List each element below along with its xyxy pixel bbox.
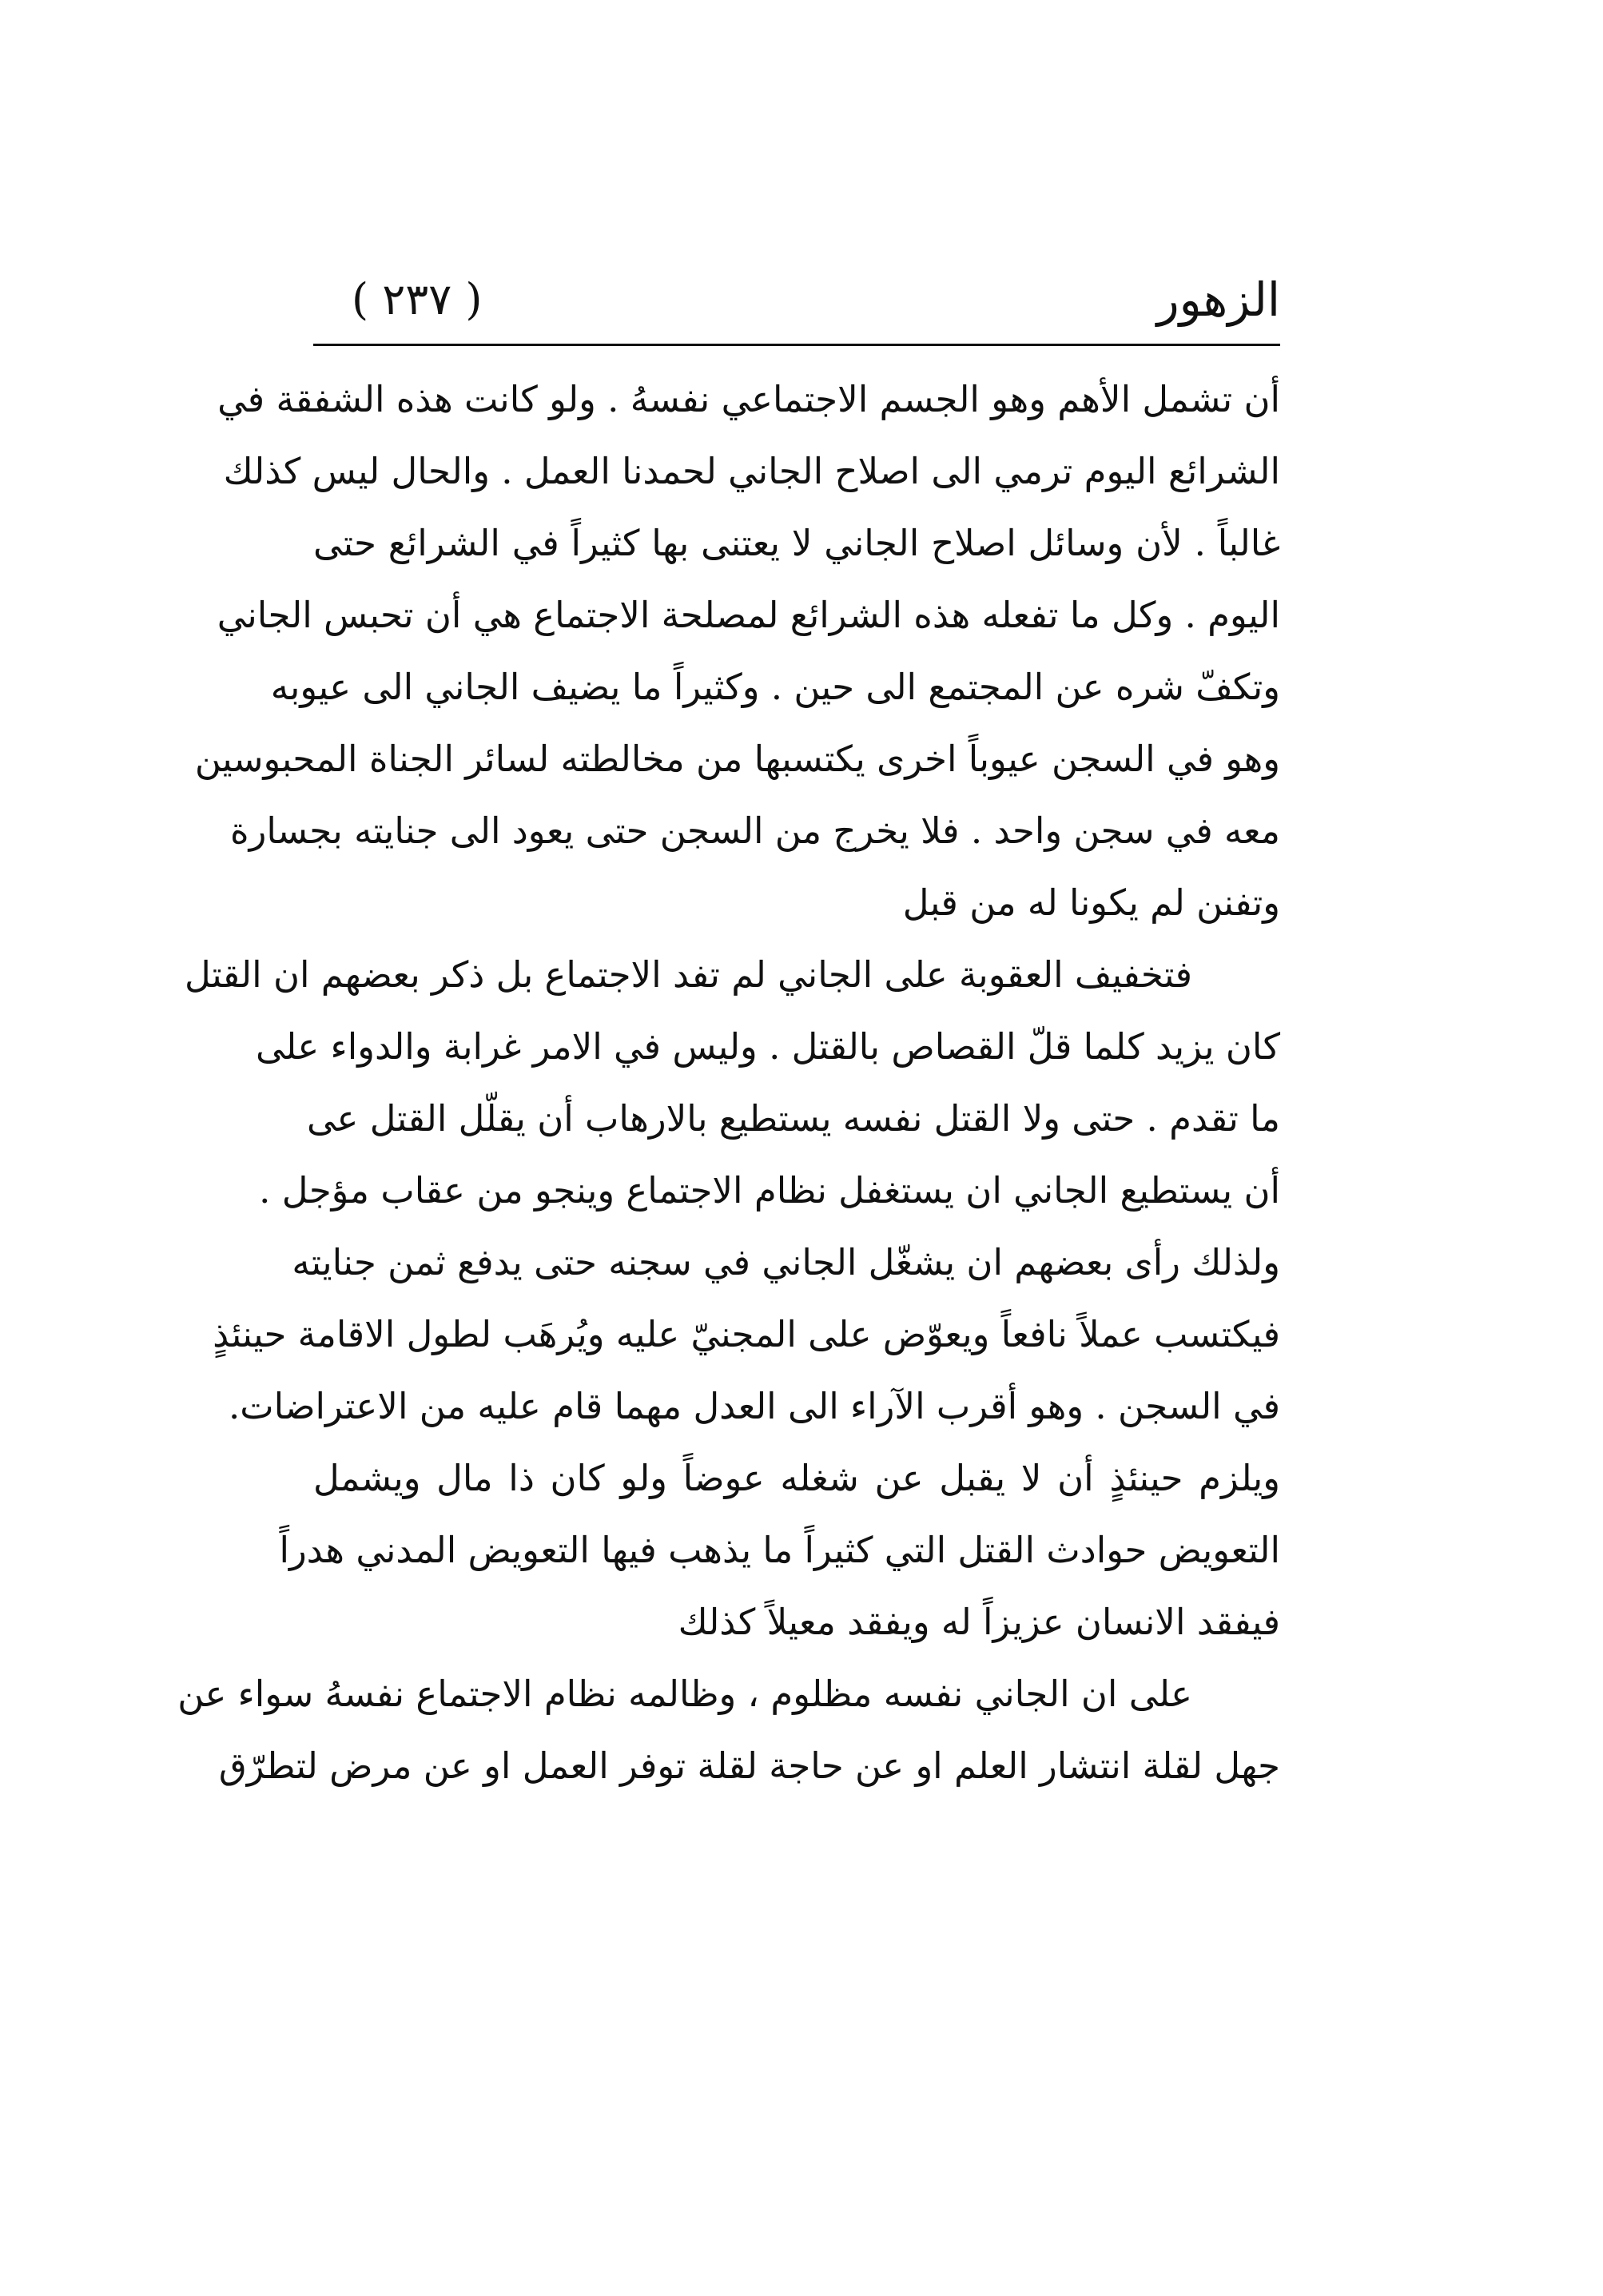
- running-title: الزهور: [1156, 273, 1280, 327]
- paragraph-3: [177, 1658, 1280, 1802]
- text-line: اليوم . وكل ما تفعله هذه الشرائع لمصلحة الاجتماع هي أن تحبس الجاني: [217, 594, 1280, 636]
- text-line: فيكتسب عملاً نافعاً ويعوّض على المجنيّ عليه ويُرهَب لطول الاقامة حينئذٍ: [213, 1313, 1280, 1355]
- text-line: وتفنن لم يكونا له من قبل: [902, 881, 1280, 924]
- text-line: معه في سجن واحد . فلا يخرج من السجن حتى يعود الى جنايته بجسارة: [230, 810, 1280, 852]
- text-line: كان يزيد كلما قلّ القصاص بالقتل . وليس في الامر غرابة والدواء على: [256, 1025, 1280, 1068]
- text-line: التعويض حوادث القتل التي كثيراً ما يذهب فيها التعويض المدني هدراً: [279, 1529, 1280, 1571]
- paragraph-2: [185, 939, 1280, 1658]
- text-line: ويلزم حينئذٍ أن لا يقبل عن شغله عوضاً ولو كان ذا مال ويشمل: [313, 1457, 1280, 1499]
- text-line: على ان الجاني نفسه مظلوم ، وظالمه نظام الاجتماع نفسهُ سواء عن: [177, 1673, 1192, 1715]
- text-line: جهل لقلة انتشار العلم او عن حاجة لقلة توفر العمل او عن مرض لتطرّق: [218, 1745, 1280, 1787]
- text-line: فتخفيف العقوبة على الجاني لم تفد الاجتماع بل ذكر بعضهم ان القتل: [185, 953, 1192, 996]
- text-line: وهو في السجن عيوباً اخرى يكتسبها من مخالطته لسائر الجناة المحبوسين: [194, 738, 1280, 780]
- text-line: الشرائع اليوم ترمي الى اصلاح الجاني لحمدنا العمل . والحال ليس كذلك: [223, 450, 1280, 492]
- paragraph-1: [194, 364, 1280, 939]
- page-header: [313, 264, 1280, 344]
- text-line: في السجن . وهو أقرب الآراء الى العدل مهما قام عليه من الاعتراضات.: [228, 1385, 1280, 1427]
- text-line: وتكفّ شره عن المجتمع الى حين . وكثيراً ما يضيف الجاني الى عيوبه: [270, 666, 1280, 708]
- text-line: غالباً . لأن وسائل اصلاح الجاني لا يعتنى بها كثيراً في الشرائع حتى: [313, 522, 1280, 564]
- text-line: ولذلك رأى بعضهم ان يشغّل الجاني في سجنه حتى يدفع ثمن جنايته: [292, 1241, 1280, 1283]
- text-line: أن يستطيع الجاني ان يستغفل نظام الاجتماع وينجو من عقاب مؤجل .: [259, 1169, 1280, 1212]
- page-body: [177, 364, 1280, 1802]
- text-line: ما تقدم . حتى ولا القتل نفسه يستطيع بالارهاب أن يقلّل القتل عى: [307, 1097, 1280, 1140]
- page-number: ( ٢٣٧ ): [352, 274, 483, 324]
- header-rule: [313, 344, 1280, 346]
- text-line: أن تشمل الأهم وهو الجسم الاجتماعي نفسهُ . ولو كانت هذه الشفقة في: [217, 378, 1280, 420]
- text-line: فيفقد الانسان عزيزاً له ويفقد معيلاً كذلك: [678, 1601, 1280, 1643]
